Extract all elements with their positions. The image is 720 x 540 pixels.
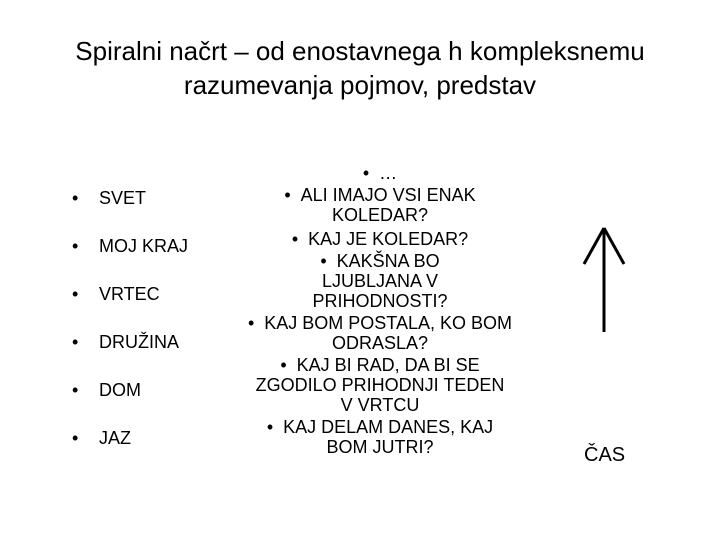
list-item: • DOM	[72, 378, 188, 402]
question-item: • KAJ DELAM DANES, KAJ BOM JUTRI?	[266, 417, 494, 457]
left-concept-list	[72, 186, 188, 474]
question-item: • KAKŠNA BO LJUBLJANA V PRIHODNOSTI?	[312, 251, 448, 311]
list-item: • DRUŽINA	[72, 330, 188, 354]
question-item: • KAJ BOM POSTALA, KO BOM ODRASLA?	[247, 313, 513, 353]
list-item: • MOJ KRAJ	[72, 234, 188, 258]
question-item: • ALI IMAJO VSI ENAK KOLEDAR?	[284, 185, 476, 225]
question-list	[240, 163, 520, 457]
question-item: • KAJ BI RAD, DA BI SE ZGODILO PRIHODNJI TEDEN V VRTCU	[255, 355, 505, 415]
slide-title	[0, 34, 720, 102]
question-item: • KAJ JE KOLEDAR?	[291, 229, 469, 249]
list-item: • VRTEC	[72, 282, 188, 306]
list-item: • SVET	[72, 186, 188, 210]
time-label: ČAS	[584, 444, 626, 466]
arrow-up-icon	[582, 224, 626, 332]
question-item: • …	[362, 163, 398, 183]
title-line-2: razumevanja pojmov, predstav	[183, 70, 537, 100]
list-item: • JAZ	[72, 426, 188, 450]
title-line-1: Spiralni načrt – od enostavnega h kompleksnemu	[75, 36, 645, 66]
